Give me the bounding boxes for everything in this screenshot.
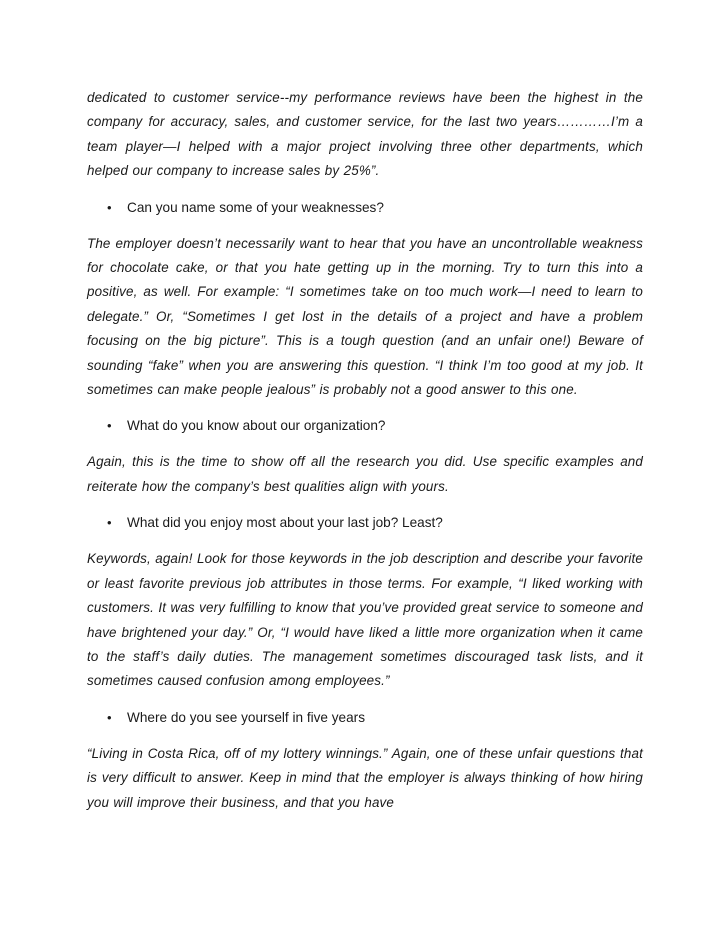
bullet-icon: • xyxy=(107,418,112,434)
question-organization xyxy=(107,414,643,438)
document-page xyxy=(87,86,643,815)
answer-paragraph-intro: dedicated to customer service--my performance reviews have been the highest in the company for accuracy, sales, and customer service, for the last two years…………I’m a team player—I helped with a major project involving three other departments, which helped our company to increase sales by 25%”. xyxy=(87,90,643,179)
question-text: Can you name some of your weaknesses? xyxy=(127,199,384,215)
question-weaknesses xyxy=(107,196,643,220)
question-five-years xyxy=(107,706,643,730)
answer-paragraph-organization: Again, this is the time to show off all the research you did. Use specific examples and reiterate how the company’s best qualities align with yours. xyxy=(87,454,643,494)
bullet-icon: • xyxy=(107,199,112,215)
answer-paragraph-last-job: Keywords, again! Look for those keywords in the job description and describe your favorite or least favorite previous job attributes in those terms. For example, “I liked working with customers. It was very fulfilling to know that you’ve provided great service to someone and have brightened your day.” Or, “I would have liked a little more organization when it came to the staff’s daily duties. The management sometimes discouraged task lists, and it sometimes caused confusion among employees.” xyxy=(87,551,643,689)
bullet-icon: • xyxy=(107,515,112,531)
question-text: What do you know about our organization? xyxy=(127,418,386,434)
answer-paragraph-weaknesses: The employer doesn’t necessarily want to hear that you have an uncontrollable weakness for chocolate cake, or that you hate getting up in the morning. Try to turn this into a positive, as well. For example: “I sometimes take on too much work—I need to learn to delegate.” Or, “Sometimes I get lost in the details of a project and have a problem focusing on the big picture”. This is a tough question (and an unfair one!) Beware of sounding “fake” when you are answering this question. “I think I’m too good at my job. It sometimes can make people jealous” is probably not a good answer to this one. xyxy=(87,235,643,398)
bullet-icon: • xyxy=(107,709,112,725)
question-text: Where do you see yourself in five years xyxy=(127,709,366,725)
question-text: What did you enjoy most about your last job? Least? xyxy=(127,515,443,531)
question-last-job xyxy=(107,511,643,535)
answer-paragraph-five-years: “Living in Costa Rica, off of my lottery winnings.” Again, one of these unfair questions that is very difficult to answer. Keep in mind that the employer is always thinking of how hiring you will improve their business, and that you have xyxy=(87,745,643,810)
